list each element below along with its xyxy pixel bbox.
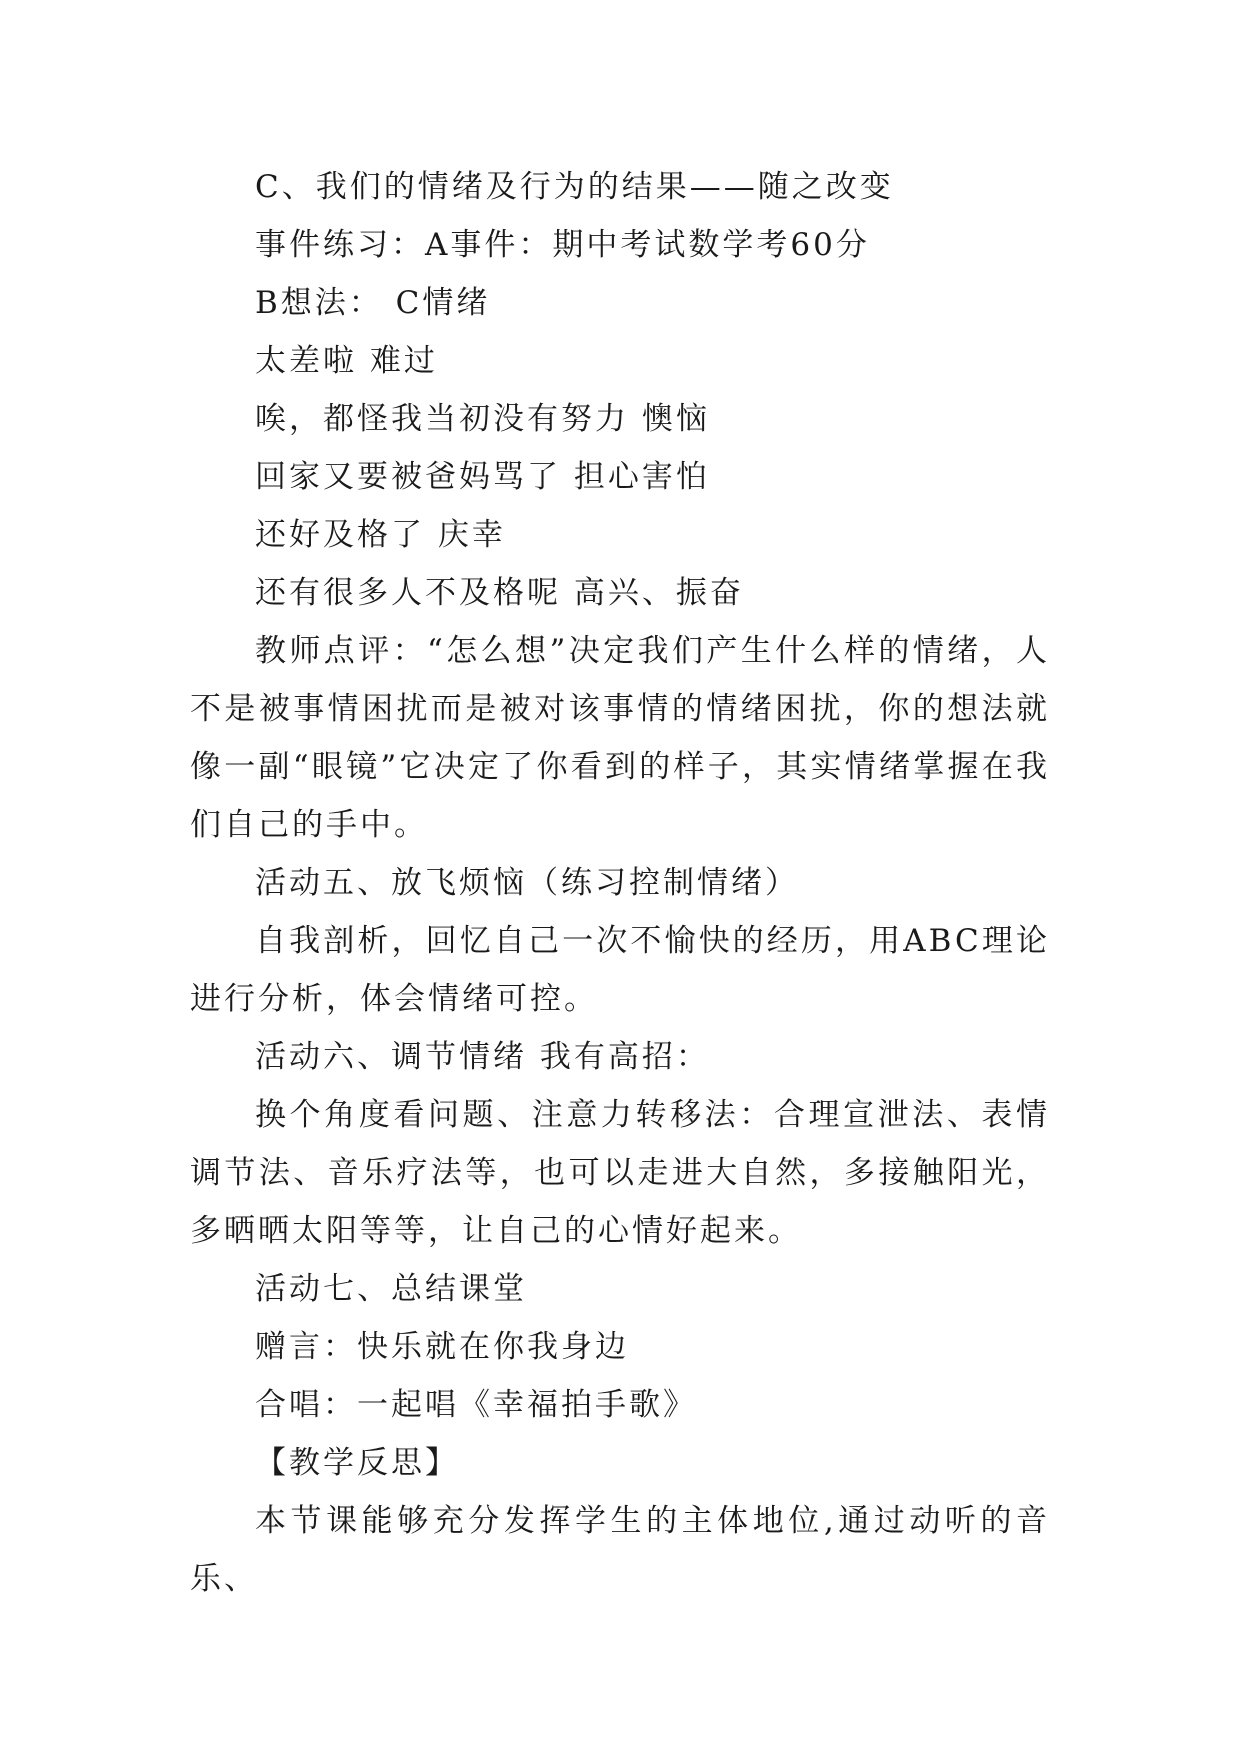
paragraph-reflection-heading: 【教学反思】 <box>255 1445 459 1481</box>
paragraph-reflection-text: 本节课能够充分发挥学生的主体地位,通过动听的音乐、 <box>190 1503 1050 1597</box>
paragraph-example-4: 还好及格了 庆幸 <box>255 517 506 553</box>
paragraph-self-analysis: 自我剖析，回忆自己一次不愉快的经历，用ABC理论进行分析，体会情绪可控。 <box>190 923 1050 1017</box>
paragraph-activity-five: 活动五、放飞烦恼（练习控制情绪） <box>255 865 799 901</box>
paragraph-abc-result: C、我们的情绪及行为的结果——随之改变 <box>255 169 894 205</box>
paragraph-example-2: 唉，都怪我当初没有努力 懊恼 <box>255 401 710 437</box>
paragraph-chorus: 合唱：一起唱《幸福拍手歌》 <box>255 1387 697 1423</box>
paragraph-teacher-comment: 教师点评：“怎么想”决定我们产生什么样的情绪，人不是被事情困扰而是被对该事情的情绪困扰，你的想法就像一副“眼镜”它决定了你看到的样子，其实情绪掌握在我们自己的手中。 <box>190 633 1050 843</box>
paragraph-example-3: 回家又要被爸妈骂了 担心害怕 <box>255 459 710 495</box>
paragraph-example-5: 还有很多人不及格呢 高兴、振奋 <box>255 575 744 611</box>
document-body <box>190 158 1050 1608</box>
paragraph-gift-words: 赠言：快乐就在你我身边 <box>255 1329 629 1365</box>
paragraph-regulation-methods: 换个角度看问题、注意力转移法：合理宣泄法、表情调节法、音乐疗法等，也可以走进大自然，多接触阳光，多晒晒太阳等等，让自己的心情好起来。 <box>190 1097 1050 1249</box>
paragraph-event-practice: 事件练习：A事件：期中考试数学考60分 <box>255 227 870 263</box>
paragraph-activity-six: 活动六、调节情绪 我有高招： <box>255 1039 710 1075</box>
paragraph-activity-seven: 活动七、总结课堂 <box>255 1271 527 1307</box>
paragraph-example-1: 太差啦 难过 <box>255 343 438 379</box>
paragraph-thought-emotion-header: B想法： C情绪 <box>255 285 491 321</box>
